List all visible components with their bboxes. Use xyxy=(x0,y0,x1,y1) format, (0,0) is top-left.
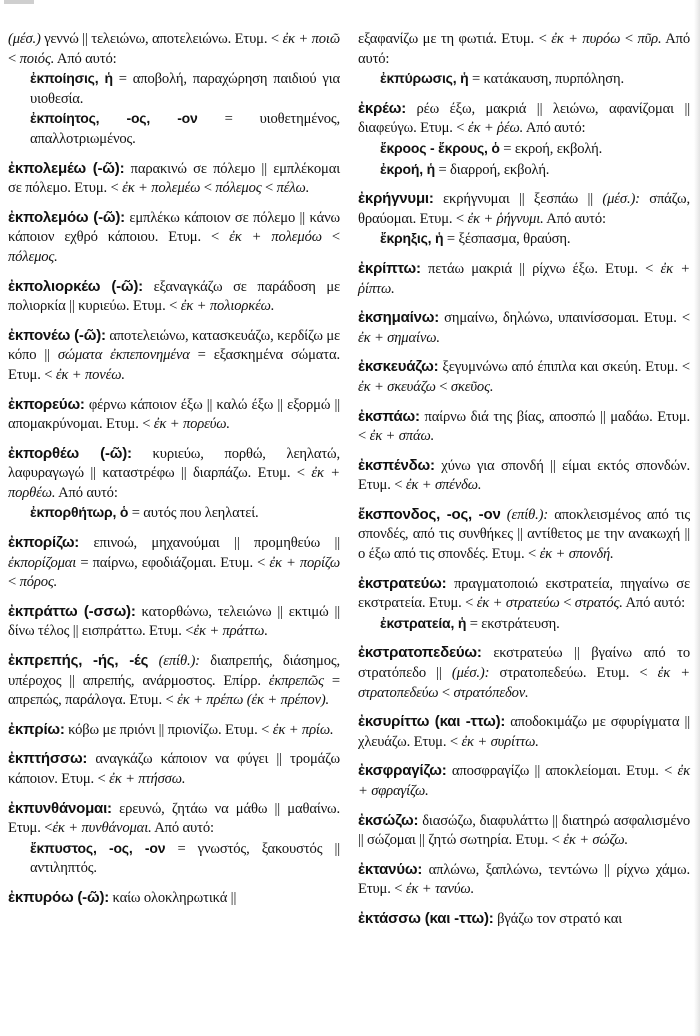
left-column xyxy=(8,30,340,918)
definition-text: < xyxy=(261,180,277,197)
dictionary-entry xyxy=(8,651,340,711)
definition-text: < xyxy=(321,229,340,246)
definition-text: < xyxy=(8,50,20,67)
definition-text: = αποβολή, παραχώρηση παιδιού για υιοθεσία. xyxy=(30,71,340,107)
definition-text: Από αυτό: xyxy=(54,50,117,67)
derived-headword: ἔκπυστος, -ος, -ον xyxy=(30,839,166,856)
definition-text xyxy=(148,653,158,669)
definition-text: παρακινώ σε πόλεμο || εμπλέκομαι σε πόλεμο. Ετυμ. < xyxy=(8,160,340,197)
derived-entry xyxy=(8,69,340,109)
definition-text: Από αυτό: xyxy=(622,595,686,612)
headword: ἐκσυρίττω (και -ττω): xyxy=(358,713,506,731)
italic-text: πόρος. xyxy=(19,574,58,591)
dictionary-entry xyxy=(358,189,690,250)
definition-text: < xyxy=(8,574,20,591)
italic-text: ἐκ + πονέω. xyxy=(55,366,125,383)
definition-text: < xyxy=(200,180,216,197)
italic-text: ἐκ + ῥίπτω. xyxy=(358,260,690,297)
definition-text: εκστρατεύω || βγαίνω από το στρατόπεδο || xyxy=(358,645,690,682)
definition-text: κόβω με πριόνι || πριονίζω. Ετυμ. < xyxy=(64,721,273,738)
definition-text: ξεγυμνώνω από έπιπλα και σκεύη. Ετυμ. < xyxy=(438,359,690,376)
italic-text: ἐκ + σκευάζω xyxy=(358,378,436,395)
italic-text: ἐκ + σπάω. xyxy=(369,428,435,445)
dictionary-entry-continuation xyxy=(8,30,340,150)
definition-text: = απρεπώς, παράλογα. Ετυμ. < xyxy=(8,672,340,709)
definition-text: = υιοθετημένος, απαλλοτριωμένος. xyxy=(30,111,340,147)
definition-text: < xyxy=(438,684,454,701)
dictionary-entry xyxy=(358,308,690,348)
derived-entry xyxy=(358,139,690,160)
italic-text: ἐκ + πτήσσω. xyxy=(109,771,186,787)
definition-text: = ξέσπασμα, θραύση. xyxy=(443,231,571,248)
dictionary-entry xyxy=(358,505,690,565)
definition-text: εκρήγνυμαι || ξεσπάω || xyxy=(433,191,603,208)
headword: ἐκπολιορκέω (-ῶ): xyxy=(8,277,143,295)
dictionary-entry xyxy=(358,574,690,635)
definition-text: = κατάκαυση, πυρπόληση. xyxy=(468,71,624,88)
definition-text: αποκλεισμένος από τις σπονδές, από τις συνθήκες || αντίθετος με την ανακωχή || ο έξω από τις σπονδές. Ετυμ. < xyxy=(358,506,690,563)
headword: ἐκπυνθάνομαι: xyxy=(8,799,112,817)
italic-text: ἐκ + πρέπω (ἐκ + πρέπον). xyxy=(177,692,330,709)
dictionary-entry xyxy=(8,208,340,268)
headword: ἐκτάσσω (και -ττω): xyxy=(358,909,494,927)
italic-text: στρατόπεδον. xyxy=(453,684,529,701)
headword: ἐκσκευάζω: xyxy=(358,358,439,376)
derived-headword: ἐκποίησις, ἡ xyxy=(30,70,113,87)
derived-entry xyxy=(358,229,690,250)
italic-text: ἐκ + πορθέω. xyxy=(8,465,340,501)
italic-text: ἐκ + σπονδή. xyxy=(539,546,614,563)
definition-text: = εκροή, εκβολή. xyxy=(499,140,603,157)
definition-text: < xyxy=(620,31,638,47)
definition-text: αποτελειώνω, κατασκευάζω, κερδίζω με κόπο || xyxy=(8,327,340,364)
italic-text: ἐκ + ῥήγνυμι. xyxy=(467,210,544,227)
derived-entry xyxy=(8,503,340,524)
definition-text: < xyxy=(435,378,451,395)
definition-text: επινοώ, μηχανούμαι || προμηθεύω || xyxy=(79,535,340,552)
definition-text: Από αυτό: xyxy=(523,120,586,137)
definition-text: = διαρροή, εκβολή. xyxy=(434,161,550,178)
scan-page-edge xyxy=(694,0,700,1036)
dictionary-entry xyxy=(358,761,690,801)
definition-text: = παίρνω, εφοδιάζομαι. Ετυμ. < xyxy=(76,554,270,571)
italic-text: ἐκ + συρίττω. xyxy=(461,733,539,750)
definition-text: ερευνώ, ζητάω να μάθω || μαθαίνω. Ετυμ. < xyxy=(8,800,340,837)
scan-top-mark xyxy=(4,0,34,4)
italic-text: σώματα ἐκπεπονημένα xyxy=(57,347,190,364)
definition-text: βγάζω τον στρατό και xyxy=(493,910,623,927)
italic-text: ἐκ + σημαίνω. xyxy=(358,329,440,346)
definition-text: γεννώ || τελειώνω, αποτελειώνω. Ετυμ. < xyxy=(40,31,283,47)
dictionary-entry xyxy=(358,643,690,703)
italic-text: ἐκ + ποιῶ xyxy=(282,31,340,47)
italic-text: (μέσ.): xyxy=(602,191,640,208)
dictionary-entry xyxy=(358,357,690,397)
italic-text: ἐκ + στρατοπεδεύω xyxy=(358,665,690,701)
italic-text: (επίθ.): xyxy=(506,506,549,523)
italic-text: ἐκπορίζομαι xyxy=(8,554,77,571)
headword: ἐκσπένδω: xyxy=(358,456,435,474)
italic-text: ἐκ + πολεμέω xyxy=(122,180,201,197)
dictionary-entry xyxy=(358,860,690,900)
headword: ἐκπορεύω: xyxy=(8,395,85,413)
headword: ἐκσημαίνω: xyxy=(358,309,439,327)
headword: ἔκσπονδος, -ος, -ον xyxy=(358,505,501,523)
headword: ἐκτανύω: xyxy=(358,860,423,878)
headword: ἐκσφραγίζω: xyxy=(358,762,447,780)
italic-text: ποιός. xyxy=(19,50,55,67)
dictionary-entry xyxy=(8,799,340,879)
headword: ἐκρίπτω: xyxy=(358,259,421,277)
definition-text: καίω ολοκληρωτικά || xyxy=(109,889,237,906)
definition-text: παίρνω διά της βίας, αποσπώ || μαδάω. Ετυμ. < xyxy=(358,408,690,445)
italic-text: ἐκ + πυρόω xyxy=(551,31,621,47)
definition-text: πραγματοποιώ εκστρατεία, πηγαίνω σε εκστρατεία. Ετυμ. < xyxy=(358,575,690,612)
right-column xyxy=(358,30,690,939)
derived-headword: ἐκροή, ἡ xyxy=(380,160,435,177)
dictionary-entry xyxy=(8,533,340,593)
dictionary-entry xyxy=(8,277,340,317)
dictionary-entry xyxy=(8,326,340,386)
definition-text: αποδοκιμάζω με σφυρίγματα || χλευάζω. Ετυμ. < xyxy=(358,714,690,750)
italic-text: ἐκπρεπῶς xyxy=(268,672,324,689)
derived-headword: ἐκποίητος, -ος, -ον xyxy=(30,110,198,127)
italic-text: πόλεμος. xyxy=(8,248,58,265)
dictionary-entry xyxy=(358,259,690,299)
italic-text: ἐκ + πυνθάνομαι. xyxy=(52,820,152,837)
headword: ἐκσώζω: xyxy=(358,811,419,829)
headword: ἐκπορθέω (-ῶ): xyxy=(8,444,132,462)
definition-text: φέρνω κάποιον έξω || καλώ έξω || εξορμώ || απομακρύνομαι. Ετυμ. < xyxy=(8,396,340,433)
derived-headword: ἐκστρατεία, ἡ xyxy=(380,614,467,631)
italic-text: ἐκ + πολιορκέω. xyxy=(180,298,275,315)
dictionary-entry xyxy=(358,99,690,180)
dictionary-entry xyxy=(8,749,340,789)
headword: ἐκπορίζω: xyxy=(8,534,80,552)
dictionary-entry xyxy=(8,888,340,909)
italic-text: πόλεμος xyxy=(215,180,262,197)
italic-text: σκεῦος. xyxy=(450,378,494,395)
headword: ἐκπολεμόω (-ῶ): xyxy=(8,208,125,226)
derived-headword: ἐκπύρωσις, ἡ xyxy=(380,70,469,87)
definition-text: κατορθώνω, τελειώνω || εκτιμώ || δίνω τέλος || εισπράττω. Ετυμ. < xyxy=(8,603,340,640)
derived-headword: ἔκροος - ἔκρους, ὁ xyxy=(380,139,500,156)
italic-text: στρατός. xyxy=(574,595,623,612)
definition-text: απλώνω, ξαπλώνω, τεντώνω || ρίχνω χάμω. Ετυμ. < xyxy=(358,861,690,898)
dictionary-entry xyxy=(8,444,340,524)
italic-text: ἐκ + σπένδω. xyxy=(405,477,482,494)
definition-text: Από αυτό: xyxy=(151,820,214,837)
dictionary-entry xyxy=(358,456,690,496)
definition-text: εξαφανίζω με τη φωτιά. Ετυμ. < xyxy=(358,31,552,47)
headword: ἐκσπάω: xyxy=(358,407,420,425)
italic-text: πῦρ. xyxy=(637,31,662,47)
headword: ἐκρέω: xyxy=(358,99,406,117)
derived-entry xyxy=(358,614,690,635)
dictionary-entry xyxy=(8,395,340,435)
definition-text: χύνω για σπονδή || είμαι εκτός σπονδών. Ετυμ. < xyxy=(358,457,690,494)
italic-text: ἐκ + σφραγίζω. xyxy=(358,763,690,799)
italic-text: ἐκ + πράττω. xyxy=(193,623,268,640)
definition-text: πετάω μακριά || ρίχνω έξω. Ετυμ. < xyxy=(420,260,661,277)
headword: ἐκστρατοπεδεύω: xyxy=(358,644,482,662)
definition-text: Από αυτό: xyxy=(358,31,690,67)
headword: ἐκπρίω: xyxy=(8,720,65,738)
italic-text: (μέσ.) xyxy=(8,31,41,47)
headword: ἐκπονέω (-ῶ): xyxy=(8,326,106,344)
dictionary-entry-continuation xyxy=(358,30,690,90)
dictionary-entry xyxy=(358,811,690,851)
derived-entry xyxy=(8,109,340,149)
headword: ἐκπτήσσω: xyxy=(8,750,88,768)
definition-text: = γνωστός, ξακουστός || αντιληπτός. xyxy=(30,840,340,877)
headword: ἐκπυρόω (-ῶ): xyxy=(8,888,110,906)
italic-text: ἐκ + πορίζω xyxy=(269,554,341,571)
definition-text: Από αυτό: xyxy=(543,210,606,227)
definition-text: Από αυτό: xyxy=(55,484,118,501)
italic-text: ἐκ + σώζω. xyxy=(563,832,629,849)
headword: ἐκπρεπής, -ής, -ές xyxy=(8,652,149,670)
italic-text: ἐκ + πολεμόω xyxy=(229,229,322,246)
definition-text: ρέω έξω, μακριά || λειώνω, αφανίζομαι || διαφεύγω. Ετυμ. < xyxy=(358,100,690,137)
dictionary-entry xyxy=(8,720,340,741)
headword: ἐκπολεμέω (-ῶ): xyxy=(8,159,125,177)
definition-text: σημαίνω, δηλώνω, υπαινίσσομαι. Ετυμ. < xyxy=(438,310,690,327)
derived-headword: ἐκπορθήτωρ, ὁ xyxy=(30,504,129,521)
definition-text: = εξασκημένα σώματα. Ετυμ. < xyxy=(8,347,341,383)
dictionary-entry xyxy=(8,159,340,199)
definition-text: κυριεύω, πορθώ, λεηλατώ, λαφυραγωγώ || καταστρέφω || διαρπάζω. Ετυμ. < xyxy=(8,445,340,482)
definition-text: στρατοπεδεύω. Ετυμ. < xyxy=(489,665,658,682)
italic-text: ἐκ + πρίω. xyxy=(272,721,334,738)
dictionary-entry xyxy=(358,909,690,930)
definition-text: εμπλέκω κάποιον σε πόλεμο || κάνω κάποιον εχθρό κάποιου. Ετυμ. < xyxy=(8,209,340,246)
headword: ἐκρήγνυμι: xyxy=(358,190,434,208)
definition-text: αποσφραγίζω || αποκλείομαι. Ετυμ. < xyxy=(446,763,678,780)
derived-entry xyxy=(8,839,340,879)
definition-text: σπάζω, θραύομαι. Ετυμ. < xyxy=(358,191,690,227)
derived-headword: ἔκρηξις, ἡ xyxy=(380,230,444,247)
dictionary-entry xyxy=(358,407,690,447)
italic-text: ἐκ + πορεύω. xyxy=(153,416,230,433)
definition-text: διαπρεπής, διάσημος, υπέροχος || απρεπής, ανάρμοστος. Επίρρ. xyxy=(8,653,340,689)
italic-text: (μέσ.): xyxy=(451,665,490,682)
italic-text: ἐκ + τανύω. xyxy=(405,881,475,898)
headword: ἐκπράττω (-σσω): xyxy=(8,602,136,620)
headword: ἐκστρατεύω: xyxy=(358,574,447,592)
dictionary-entry xyxy=(8,602,340,642)
definition-text: εξαναγκάζω σε παράδοση με πολιορκία || κυριεύω. Ετυμ. < xyxy=(8,278,341,315)
italic-text: πέλω. xyxy=(276,180,310,197)
italic-text: ἐκ + ῥέω. xyxy=(467,120,524,137)
dictionary-entry xyxy=(358,712,690,752)
definition-text: διασώζω, διαφυλάττω || διατηρώ ασφαλισμένο || σώζομαι || ζητώ σωτηρία. Ετυμ. < xyxy=(358,812,690,849)
italic-text: (επίθ.): xyxy=(158,653,200,670)
definition-text: = αυτός που λεηλατεί. xyxy=(128,505,259,522)
derived-entry xyxy=(358,160,690,181)
definition-text: = εκστράτευση. xyxy=(466,615,560,632)
definition-text: αναγκάζω κάποιον να φύγει || τρομάζω κάποιον. Ετυμ. < xyxy=(8,751,340,787)
definition-text: < xyxy=(559,595,575,612)
italic-text: ἐκ + στρατεύω xyxy=(476,595,560,612)
derived-entry xyxy=(358,69,690,90)
